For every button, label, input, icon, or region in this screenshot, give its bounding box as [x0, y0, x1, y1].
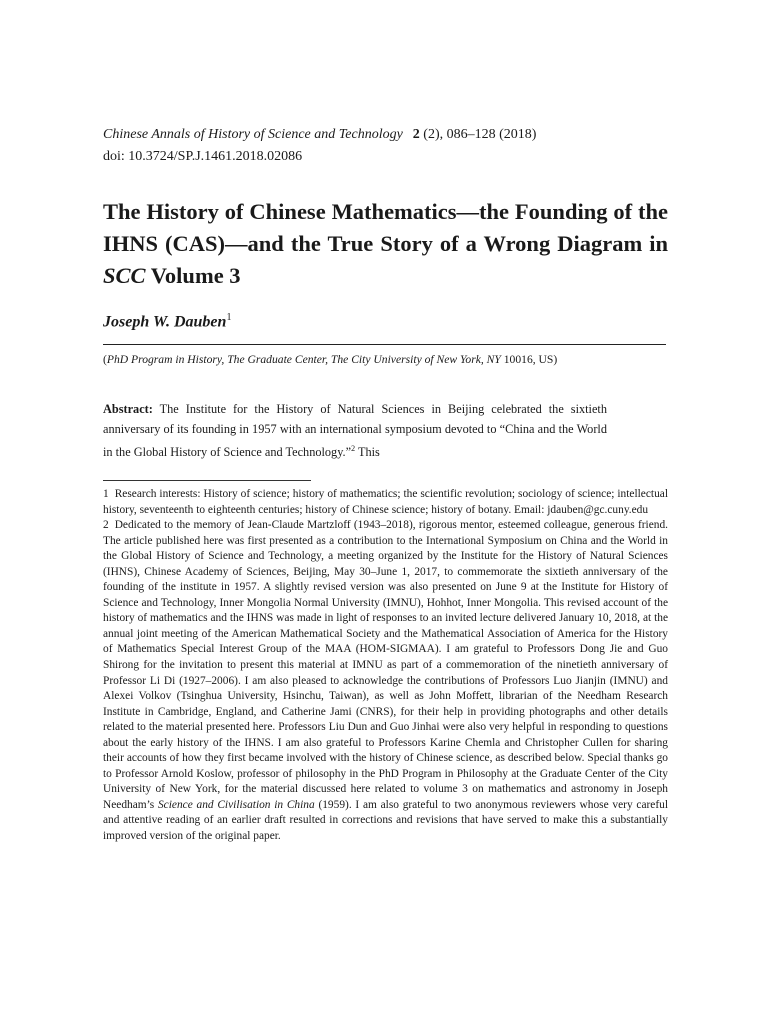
header-divider — [103, 344, 666, 345]
author-footnote-ref[interactable]: 1 — [226, 312, 232, 323]
footnote-text-end: (1959). I am also grateful to two anonymous reviewers whose very careful and attentive reading of an earlier draft resulted in corrections and revisions that have served to make this a substantially improved version of the original paper. — [103, 798, 669, 843]
abstract-label: Abstract: — [103, 402, 153, 416]
footnote-text: Research interests: History of science; history of mathematics; the scientific revolution; sociology of science; intellectual history, seventeenth to eighteenth centuries; history of Chinese science; history of botany. Email: jdauben@gc.cuny.edu — [103, 488, 668, 516]
footnote-number: 2 — [103, 519, 109, 532]
footnote-number: 1 — [103, 488, 109, 500]
author — [103, 312, 231, 331]
footnote-divider — [103, 480, 311, 481]
abstract-footnote-ref[interactable]: 2 — [351, 444, 356, 453]
footnote-1 — [103, 487, 668, 518]
abstract-text: The Institute for the History of Natural Sciences in Beijing celebrated the sixtieth anniversary of its founding in 1957 with an international symposium devoted to “China and the World in the Global History of Science and Technology.” — [103, 402, 607, 460]
affiliation-italic: PhD Program in History, The Graduate Center, The City University of New York, NY — [106, 353, 501, 366]
footnote-2 — [103, 518, 668, 844]
journal-issue-pages: (2), 086–128 (2018) — [423, 127, 537, 142]
author-name: Joseph W. Dauben — [103, 313, 227, 331]
title-italic: SCC — [103, 263, 146, 288]
affiliation: (PhD Program in History, The Graduate Center, The City University of New York, NY 10016, US) — [103, 353, 558, 366]
footnote-text: Dedicated to the memory of Jean-Claude Martzloff (1943–2018), rigorous mentor, esteemed colleague, generous friend. The article published here was first presented as a contribution to the International Symposium on China and the World in the Global History of Science and Technology, a meeting organized by the Institute for the History of Natural Sciences (IHNS), Chinese Academy of Sciences, Beijing, May 30–June 1, 2017, to commemorate the sixtieth anniversary of the founding of the institute in 1957. A slightly revised version was also presented on June 9 at the Institute for History of Science and Technology, Inner Mongolia Normal University (IMNU), Hohhot, Inner Mongolia. This revised account of the history of mathematics and the IHNS was made in light of responses to an invited lecture delivered January 10, 2018, at the annual joint meeting of the American Mathematical Society and the Mathematical Association of America for the History of Mathematics Special Interest Group of the MAA (HOM-SIGMAA). I am grateful to Professors Dong Jie and Guo Shirong for the invitation to present this material at IMNU as part of a commemoration of the ninetieth anniversary of Professor Li Di (1927–2006). I am also pleased to acknowledge the contributions of Professors Luo Jianjin (IMNU) and Alexei Volkov (Tsinghua University, Hsinchu, Taiwan), as well as John Moffett, librarian of the Needham Research Institute in Cambridge, England, and Catherine Jami (CNRS), for their help in providing photographs and other details related to the material presented here. Professors Liu Dun and Guo Jinhai were also very helpful in responding to questions about the early history of the IHNS. I am also grateful to Professors Karine Chemla and Christopher Cullen for sharing their accounts of how they first became involved with the history of Chinese science, as described below. Special thanks go to Professor Arnold Koslow, professor of philosophy in the PhD Program in Philosophy at the Graduate Center of the City University of New York, for the material discussed here related to volume 3 on mathematics and astronomy in Joseph Needham’s — [103, 519, 668, 811]
footnote-book-title: Science and Civilisation in China — [157, 798, 315, 811]
journal-name: Chinese Annals of History of Science and Technology — [103, 127, 403, 142]
affiliation-rest: 10016, US — [500, 353, 554, 366]
title-part1: The History of Chinese Mathematics—the Founding of the IHNS (CAS)—and the True Story of a Wrong Diagram in — [103, 199, 668, 256]
abstract — [103, 400, 607, 463]
journal-volume: 2 — [412, 127, 420, 142]
title-part2: Volume 3 — [145, 263, 241, 288]
journal-citation — [103, 126, 536, 144]
abstract-tail: This — [355, 445, 380, 460]
doi[interactable]: doi: 10.3724/SP.J.1461.2018.02086 — [103, 149, 303, 164]
article-title — [103, 196, 668, 292]
footnotes — [103, 487, 668, 845]
